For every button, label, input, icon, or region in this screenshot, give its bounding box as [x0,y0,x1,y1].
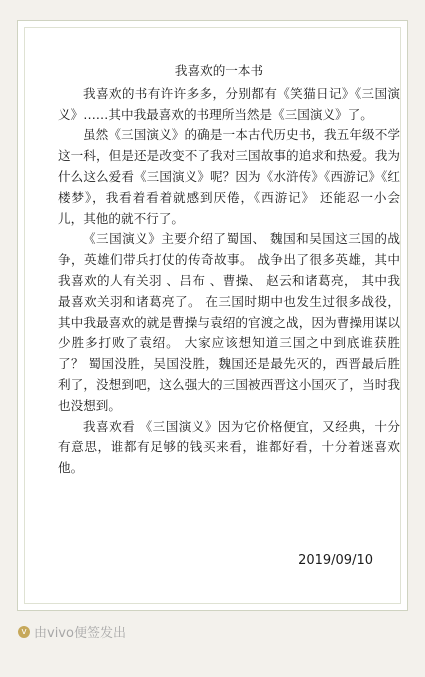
vivo-logo-icon: v [18,626,30,638]
paragraph-4: 我喜欢看 《三国演义》因为它价格便宜，又经典，十分有意思，谁都有足够的钱买来看，谁都好看，十分着迷喜欢他。 [58,418,400,476]
paragraph-3: 《三国演义》主要介绍了蜀国、 魏国和吴国这三国的战争，英雄们带兵打仗的传奇故事。 战争出了很多英雄，其中我喜欢的人有关羽 、吕布 、曹操、 赵云和诸葛亮， 其中我最喜欢关羽和诸葛亮了。 在三国时期中也发生过很多战役，其中我最喜欢的就是曹操与袁绍的官渡之战，因为曹操用谋以少胜多打败了袁绍。 大家应该想知道三国之中到底谁获胜了？ 蜀国没胜，吴国没胜，魏国还是最先灭的，西晋最后胜利了，没想到吧，这么强大的三国被西晋这小国灭了，当时我也没想到。 [58,231,400,413]
footer-text: 由vivo便签发出 [34,626,126,641]
paragraph-1: 我喜欢的书有许许多多，分别都有《笑猫日记》《三国演义》……其中我最喜欢的书理所当然是《三国演义》了。 [58,85,400,122]
paragraph-2: 虽然《三国演义》的确是一本古代历史书，我五年级不学这一科，但是还是改变不了我对三国故事的追求和热爱。我为什么这么爱看《三国演义》呢？因为《水浒传》《西游记》《红楼梦》，我看着看着就感到厌倦，《西游记》 还能忍一小会儿，其他的就不行了。 [58,127,400,226]
note-content [58,61,400,479]
note-card [17,20,408,611]
footer-attribution [18,622,126,641]
note-date: 2019/09/10 [298,553,373,568]
note-title: 我喜欢的一本书 [174,63,264,78]
